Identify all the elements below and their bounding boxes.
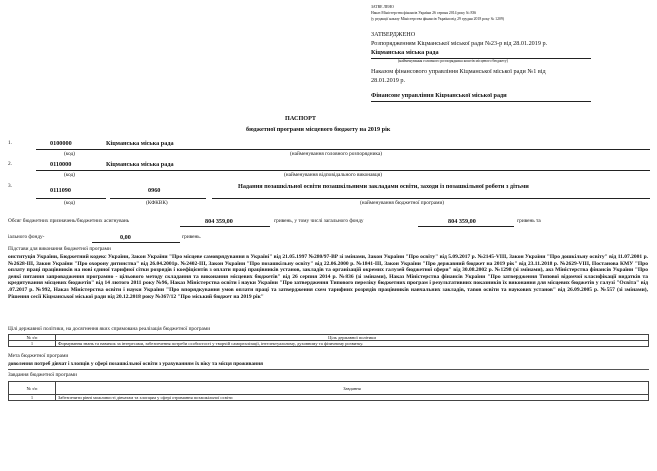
- row-name: Кіцманська міська рада: [106, 161, 174, 168]
- policy-header: Цілі державної політики, на досягнення яких спрямована реалізація бюджетної програми: [8, 326, 211, 332]
- approved-label: ЗАТВЕ ЛЕНО: [371, 5, 394, 9]
- col-goal: Ціль державної політики: [56, 335, 649, 341]
- nakaz-line-1: Наказом фінансового управління Кіцманської міської ради №1 від: [371, 68, 546, 75]
- order-line-2: (у редакції наказу Міністерства фінансів України від 29 грудня 2018 року № 1209): [371, 17, 505, 21]
- row-code: 0110000: [50, 161, 72, 168]
- divider: [180, 226, 270, 227]
- table-header-row: [9, 382, 649, 395]
- row-goal: Формування знань та навичок за інтересами, забезпечення потреби особистості у творчій самореалізації, інтелектуальному, духовному та фізичному розвитку.: [56, 341, 649, 347]
- row-name: Кіцманська міська рада: [106, 140, 174, 147]
- name-caption: (найменування головного розпорядника): [290, 151, 383, 157]
- row-num: 1: [9, 395, 56, 401]
- passport-subtitle: бюджетної програми місцевого бюджету на 2019 рік: [246, 126, 391, 133]
- meta-text: доволення потреб дівчат і хлопців у сфері позашкільної освіти з урахуванням їх віку та місця проживання: [8, 361, 264, 367]
- divider: [418, 226, 514, 227]
- divider: [8, 369, 649, 370]
- divider: [36, 170, 106, 171]
- basis-header: Підстави для виконання бюджетної програми: [8, 246, 111, 252]
- divider: [110, 198, 206, 199]
- order-line-1: Наказ Міністерства фінансів України 26 серпня 2014 року № 836: [371, 11, 477, 15]
- row-num: 1: [9, 341, 56, 347]
- col-num: № з/п: [9, 335, 56, 341]
- zatverdzheno-label: ЗАТВЕРДЖЕНО: [371, 31, 416, 38]
- code-caption: (код): [64, 151, 76, 157]
- code-caption: (код): [64, 200, 76, 206]
- row-kfkvk: 0960: [148, 187, 161, 194]
- divider: [104, 149, 650, 150]
- table-row: [9, 341, 649, 347]
- budget-prefix: Обсяг бюджетних призначень/бюджетних асигнувань: [8, 218, 130, 224]
- name-caption: (найменування відповідального виконавця): [284, 172, 382, 178]
- budget-mid: гривень, у тому числі загального фонду: [274, 218, 364, 224]
- table-row: [9, 395, 649, 401]
- kfkvk-caption: (КФКВК): [146, 200, 168, 206]
- policy-table: [8, 334, 649, 347]
- tasks-header: Завдання бюджетної програми: [8, 372, 77, 378]
- divider: [104, 170, 650, 171]
- budget-total: 804 359,00: [205, 218, 233, 225]
- row-number: 1.: [8, 140, 12, 146]
- budget-suffix: гривень та: [517, 218, 541, 224]
- council-caption: (найменування головного розпорядника коштів місцевого бюджету): [398, 59, 508, 63]
- col-task: Завдання: [56, 382, 649, 395]
- law-basis-text: онституція України, Бюджетний кодекс України, Закон України "Про місцеве самоврядування в Україні" від 21.05.1997 №280/97-ВР зі змінами, Закон України "Про освіту" від 5.09.2017 р. №2145-VIII, Закон України "Про дошкільну освіту" від 11.07.2001 р. №2628-ІІІ, Закон України "Про охорону дитинства" від 26.04.2001р. №2402-ІІІ, Закон України "Про позашкільну освіту" від 22.06.2000 р. №1841-ІІІ, Закон України "Про державний бюджет на 2019 рік" від 23.11.2018 р. №2629-VIII, Постанова КМУ "Про оплату праці працівників на нові єдиної тарифної сітки розрядів і коефіцієнтів з оплати праці працівників установ, закладів та організацій окремих галузей бюджетної сфери" від 30.08.2002 р. №1298 (зі змінами), акз Міністерства фінансів України "Про деякі питання запровадження програмно - цільового методу складання та виконання місцевих бюджетів" від 26 серпня 2014 р. №836 (зі змінами), Наказ Міністерства фінансів України "Про затвердження Типової відомчої класифікації видатків та кредитування місцевих бюджетів" від 14 лютого 2011 року №96, Наказ Міністерства освіти і науки України "Про затвердження Типового переліку бюджетних програм і результативних показників їх виконання для місцевих бюджетів у галузі "Освіта" від .07.2017 р. №992, Наказ Міністерства освіти і науки України "Про впорядкування умов оплати праці та затвердження схем тарифних розрядів працівників навчальних закладів, таnов освіти та наукових установ" від 26.09.2005 р. №557 (зі змінами), Рішення сесії Кіцманської міської ради від 20.12.2018 року №367/12 "Про міський бюджет на 2019 рік": [8, 254, 648, 300]
- meta-header: Мета бюджетної програми: [8, 353, 69, 359]
- passport-title: ПАСПОРТ: [285, 115, 317, 122]
- code-caption: (код): [64, 172, 76, 178]
- divider: [212, 198, 650, 199]
- row-number: 2.: [8, 161, 12, 167]
- budget-special-suffix: гривень.: [182, 234, 202, 240]
- divider: [36, 149, 106, 150]
- col-num: № з/п: [9, 382, 56, 395]
- row-code: 0100000: [50, 140, 72, 147]
- fin-dept: Фінансове управління Кіцманської міської ради: [371, 92, 507, 99]
- divider: [371, 101, 591, 102]
- divider: [36, 198, 106, 199]
- tasks-table: [8, 381, 649, 401]
- row-code: 0111090: [50, 187, 71, 194]
- row-task: Забезпечити рівні можливості дівчатам та хлопцям у сфері отримання позашкільної освіти: [56, 395, 649, 401]
- budget-special: 0,00: [120, 234, 131, 241]
- name-caption: (найменування бюджетної програми): [360, 200, 445, 206]
- budget-special-prefix: іального фонду-: [8, 234, 45, 240]
- nakaz-line-2: 28.01.2019 р.: [371, 77, 406, 84]
- row-name: Надання позашкільної освіти позашкільними закладами освіти, заходи із позашкільної роботи з дітьми: [238, 183, 529, 190]
- council-name: Кіцманська міська рада: [371, 49, 439, 56]
- divider: [92, 242, 180, 243]
- rozporiadzhennia-text: Розпорядженням Кіцманської міської ради №23-р від 28.01.2019 р.: [371, 40, 548, 47]
- budget-general: 804 359,00: [448, 218, 476, 225]
- row-number: 3.: [8, 183, 12, 189]
